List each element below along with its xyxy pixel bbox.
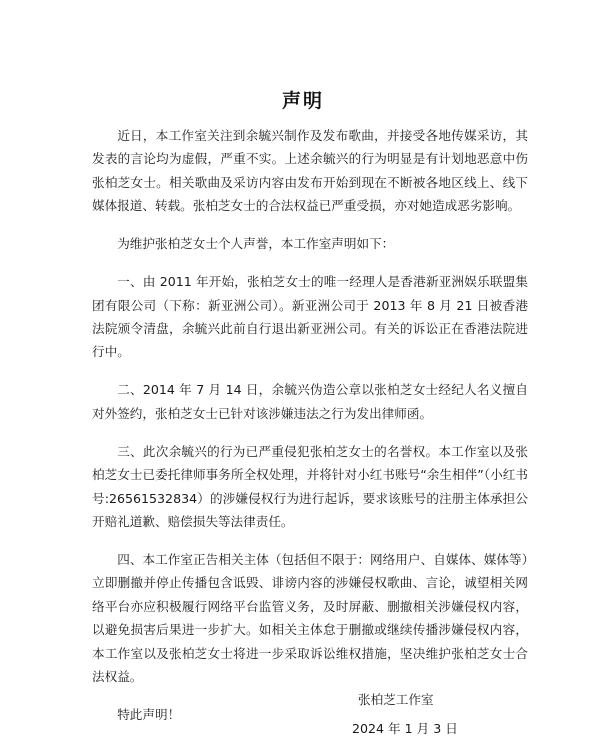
paragraph-point-4: 四、本工作室正告相关主体（包括但不限于：网络用户、自媒体、媒体等）立即删撤并停止传播包含诋毁、诽谤内容的涉嫌侵权歌曲、言论，诚望相关网络平台亦应积极履行网络平台监管义务，及时屏蔽、删撤相关涉嫌侵权内容，以避免损害后果进一步扩大。如相关主体怠于删撤或继续传播涉嫌侵权内容，本工作室以及张柏芝女士将进一步采取诉讼维权措施，坚决维护张柏芝女士合法权益。	[92, 552, 528, 685]
signature-date: 2024 年 1 月 3 日	[352, 721, 458, 736]
document-title: 声明	[281, 90, 324, 112]
paragraph-declaration-lead: 为维护张柏芝女士个人声誉，本工作室声明如下：	[117, 236, 395, 252]
paragraph-closing: 特此声明！	[117, 707, 181, 723]
paragraph-intro: 近日，本工作室关注到余毓兴制作及发布歌曲，并接受各地传媒采访，其发表的言论均为虚假，严重不实。上述余毓兴的行为明显是有计划地恶意中伤张柏芝女士。相关歌曲及采访内容由发布开始到现在不断被各地区线上、线下媒体报道、转载。张柏芝女士的合法权益已严重受损，亦对她造成恶劣影响。	[92, 128, 528, 214]
paragraph-point-2: 二、2014 年 7 月 14 日，余毓兴伪造公章以张柏芝女士经纪人名义擅自对外签约，张柏芝女士已针对该涉嫌违法之行为发出律师函。	[92, 382, 528, 421]
paragraph-point-3: 三、此次余毓兴的行为已严重侵犯张柏芝女士的名誉权。本工作室以及张柏芝女士已委托律师事务所全权处理，并将针对小红书账号“余生相伴”（小红书号:26561532834）的涉嫌侵权行为进行起诉，要求该账号的注册主体承担公开赔礼道歉、赔偿损失等法律责任。	[92, 443, 528, 530]
paragraph-point-1: 一、由 2011 年开始，张柏芝女士的唯一经理人是香港新亚洲娱乐联盟集团有限公司（下称：新亚洲公司）。新亚洲公司于 2013 年 8 月 21 日被香港法院颁令清盘，余毓兴此前自行退出新亚洲公司。有关的诉讼正在香港法院进行中。	[92, 274, 528, 360]
document-body	[92, 124, 528, 741]
signature-organization: 张柏芝工作室	[358, 692, 434, 707]
